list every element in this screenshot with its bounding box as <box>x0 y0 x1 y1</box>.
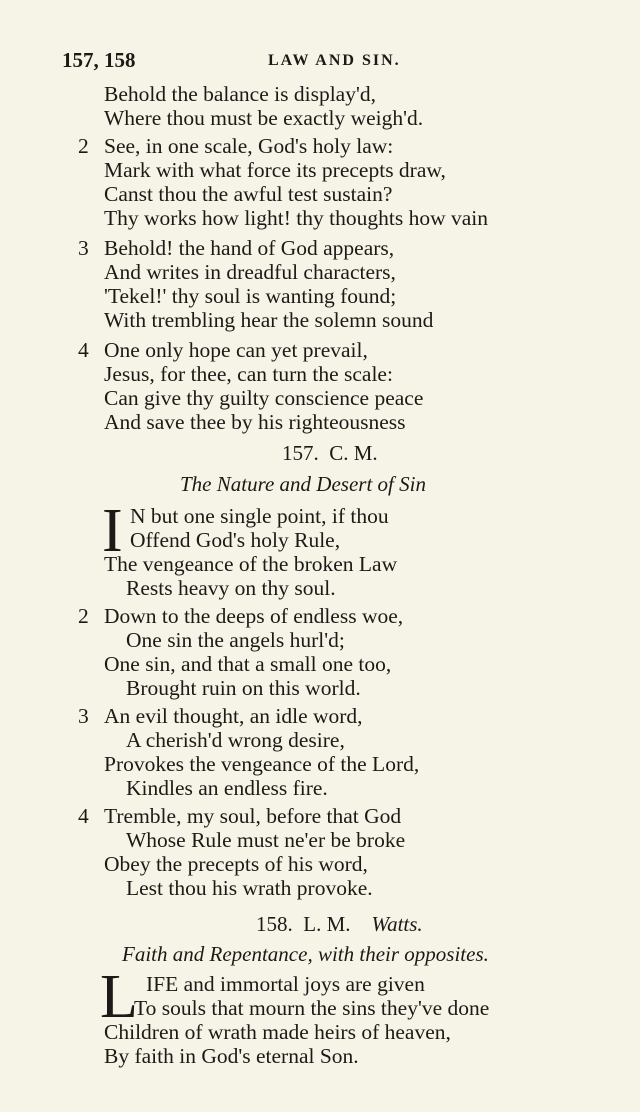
verse-line: Kindles an endless fire. <box>126 776 328 800</box>
verse-line: Whose Rule must ne'er be broke <box>126 828 406 852</box>
verse-line: One sin, and that a small one too, <box>104 652 392 676</box>
verse-line: Lest thou his wrath provoke. <box>126 876 373 900</box>
verse-line: Children of wrath made heirs of heaven, <box>104 1020 451 1044</box>
verse-number: 4 <box>78 804 89 828</box>
verse-line: Offend God's holy Rule, <box>130 528 341 552</box>
hymn-author: Watts. <box>371 912 423 936</box>
verse-number: 4 <box>78 338 89 362</box>
verse-line: Canst thou the awful test sustain? <box>104 182 393 206</box>
verse-number: 2 <box>78 604 89 628</box>
verse-line: Behold the balance is display'd, <box>104 82 376 106</box>
page-numbers: 157, 158 <box>62 48 136 72</box>
verse-line: Can give thy guilty conscience peace <box>104 386 424 410</box>
verse-number: 3 <box>78 704 89 728</box>
verse-line: Behold! the hand of God appears, <box>104 236 395 260</box>
verse-line: IFE and immortal joys are given <box>146 972 425 996</box>
verse-line: And save thee by his righteousness <box>104 410 406 434</box>
verse-line: Brought ruin on this world. <box>126 676 361 700</box>
verse-line: With trembling hear the solemn sound <box>104 308 434 332</box>
verse-line: Down to the deeps of endless woe, <box>104 604 404 628</box>
verse-line: One sin the angels hurl'd; <box>126 628 345 652</box>
verse-number: 2 <box>78 134 89 158</box>
verse-line: 'Tekel!' thy soul is wanting found; <box>104 284 397 308</box>
verse-line: To souls that mourn the sins they've done <box>134 996 490 1020</box>
hymn-number-value: 157. <box>282 441 319 465</box>
running-title: LAW AND SIN. <box>268 52 401 69</box>
hymn-number-value: 158. <box>256 912 293 936</box>
drop-cap: L <box>100 963 138 1031</box>
verse-line: See, in one scale, God's holy law: <box>104 134 394 158</box>
verse-line: One only hope can yet prevail, <box>104 338 368 362</box>
verse-line: The vengeance of the broken Law <box>104 552 398 576</box>
verse-line: Obey the precepts of his word, <box>104 852 368 876</box>
hymn-number <box>282 443 378 464</box>
hymn-title: The Nature and Desert of Sin <box>180 472 426 496</box>
verse-line: An evil thought, an idle word, <box>104 704 363 728</box>
verse-line: Rests heavy on thy soul. <box>126 576 336 600</box>
verse-line: And writes in dreadful characters, <box>104 260 396 284</box>
hymn-number <box>256 914 423 935</box>
hymn-meter: C. M. <box>329 441 378 465</box>
drop-cap: I <box>102 497 123 565</box>
running-header <box>62 48 582 78</box>
hymn-meter: L. M. <box>303 912 351 936</box>
verse-line: Mark with what force its precepts draw, <box>104 158 446 182</box>
hymn-title: Faith and Repentance, with their opposites. <box>122 942 489 966</box>
verse-line: Provokes the vengeance of the Lord, <box>104 752 420 776</box>
verse-line: N but one single point, if thou <box>130 504 389 528</box>
verse-line: Thy works how light! thy thoughts how vain <box>104 206 488 230</box>
verse-line: Jesus, for thee, can turn the scale: <box>104 362 393 386</box>
verse-line: A cherish'd wrong desire, <box>126 728 345 752</box>
verse-line: Tremble, my soul, before that God <box>104 804 402 828</box>
verse-number: 3 <box>78 236 89 260</box>
verse-line: By faith in God's eternal Son. <box>104 1044 359 1068</box>
verse-line: Where thou must be exactly weigh'd. <box>104 106 424 130</box>
